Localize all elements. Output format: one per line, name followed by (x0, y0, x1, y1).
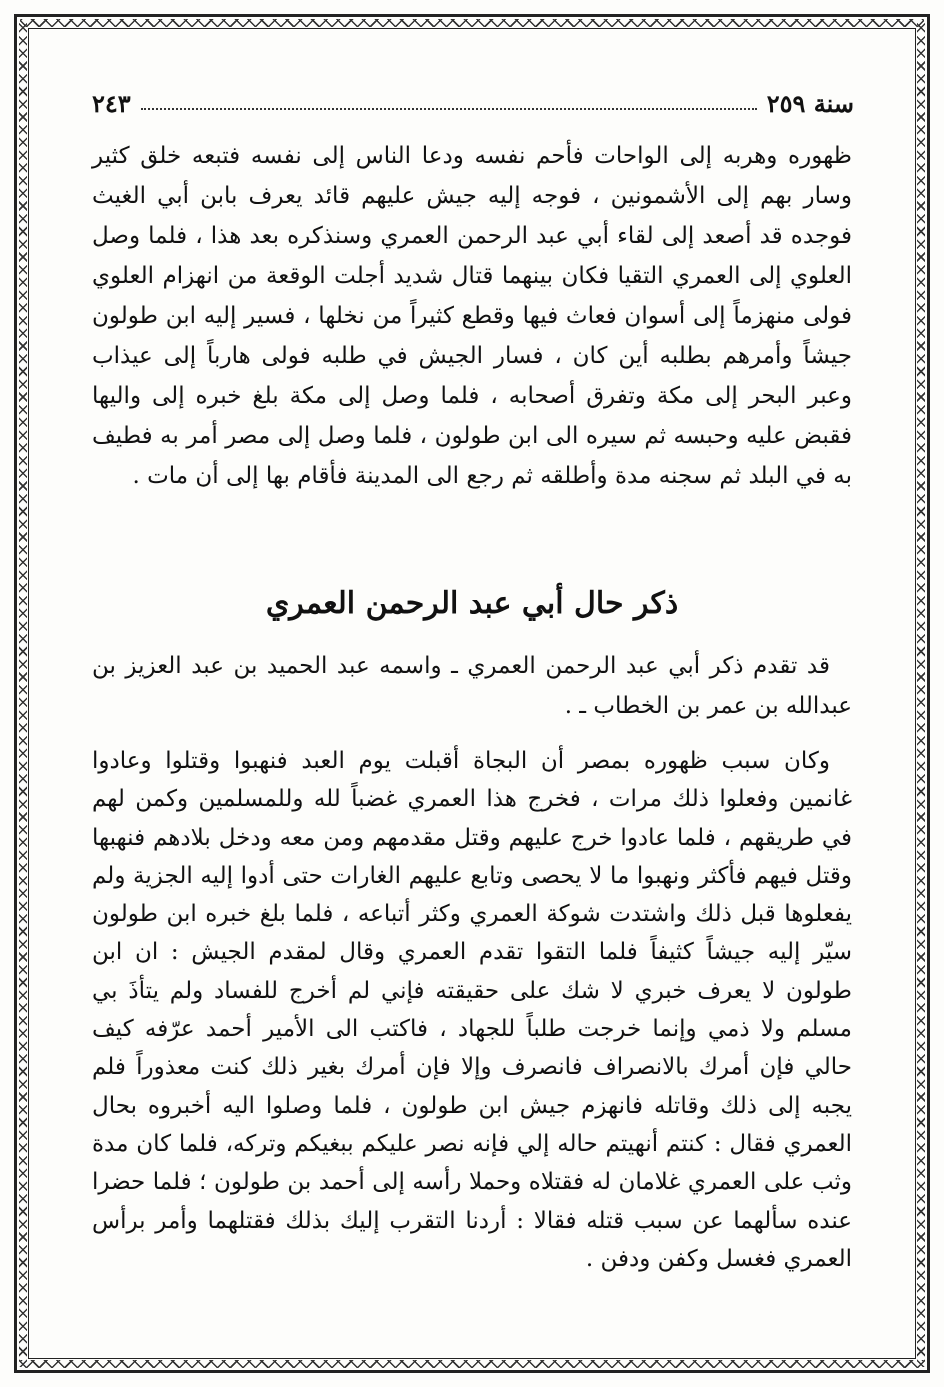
section-heading: ذكر حال أبي عبد الرحمن العمري (265, 586, 679, 621)
header-title: سنة ٢٥٩ (766, 89, 854, 118)
paragraph-3: وكان سبب ظهوره بمصر أن البجاة أقبلت يوم العبد فنهبوا وقتلوا وعادوا غانمين وفعلوا ذلك مرات ، فخرج هذا العمري غضباً لله وللمسلمين وكمن لهم في طريقهم ، فلما عادوا خرج عليهم وقتل مقدمهم ومن معه ودخل بلادهم فنهبها وقتل فيهم فأكثر ونهبوا ما لا يحصى وتابع عليهم الغارات حتى أدوا إليه الجزية ولم يفعلوها قبل ذلك واشتدت شوكة العمري وكثر أتباعه ، فلما بلغ خبره ابن طولون سيّر إليه جيشاً كثيفاً فلما التقوا تقدم العمري وقال لمقدم الجيش : ان ابن طولون لا يعرف خبري لا شك على حقيقته فإني لم أخرج للفساد ولم يتأذَ بي مسلم ولا ذمي وإنما خرجت طلباً للجهاد ، فاكتب الى الأمير أحمد عرّفه كيف حالي فإن أمرك بالانصراف فانصرف وإلا فإن أمرك بغير ذلك كنت معذوراً فلم يجبه إلى ذلك وقاتله فانهزم جيش ابن طولون ، فلما وصلوا اليه أخبروه بحال العمري فقال : كنتم أنهيتم حاله إلي فإنه نصر عليكم ببغيكم وتركه، فلما كان مدة وثب على العمري غلامان له فقتلاه وحملا رأسه إلى أحمد بن طولون ؛ فلما حضرا عنده سألهما عن سبب قتله فقالا : أردنا التقرب إليك بذلك فقتلهما وأمر برأس العمري فغسل وكفن ودفن . (92, 748, 853, 1272)
page-number: ٢٤٣ (92, 89, 131, 118)
paragraph-1: ظهوره وهربه إلى الواحات فأحم نفسه ودعا الناس إلى نفسه فتبعه خلق كثير وسار بهم إلى الأشمونين ، فوجه إليه جيش عليهم قائد يعرف بابن أبي الغيث فوجده قد أصعد إلى لقاء أبي عبد الرحمن العمري وسنذكره بعد هذا ، فلما وصل العلوي إلى العمري التقيا فكان بينهما قتال شديد أجلت الوقعة من انهزام العلوي فولى منهزماً إلى أسوان فعاث فيها وقطع كثيراً من نخلها ، فسير إليه ابن طولون جيشاً وأمرهم بطلبه أين كان ، فسار الجيش في طلبه فولى هارباً إلى عيذاب وعبر البحر إلى مكة وتفرق أصحابه ، فلما وصل إلى مكة بلغ خبره إلى واليها فقبض عليه وحبسه ثم سيره الى ابن طولون ، فلما وصل إلى مصر أمر به فطيف به في البلد ثم سجنه مدة وأطلقه ثم رجع الى المدينة فأقام بها إلى أن مات . (92, 143, 852, 489)
header-dotted-leader (141, 108, 757, 110)
chain-border-bottom (20, 1360, 924, 1368)
running-header (92, 78, 854, 118)
chain-border-left (19, 20, 27, 1367)
page-content (92, 136, 852, 1278)
chain-border-top (20, 19, 924, 27)
chain-border-right (917, 20, 925, 1367)
paragraph-2: قد تقدم ذكر أبي عبد الرحمن العمري ـ واسمه عبد الحميد بن عبد العزيز بن عبدالله بن عمر بن الخطاب ـ . (92, 653, 852, 719)
